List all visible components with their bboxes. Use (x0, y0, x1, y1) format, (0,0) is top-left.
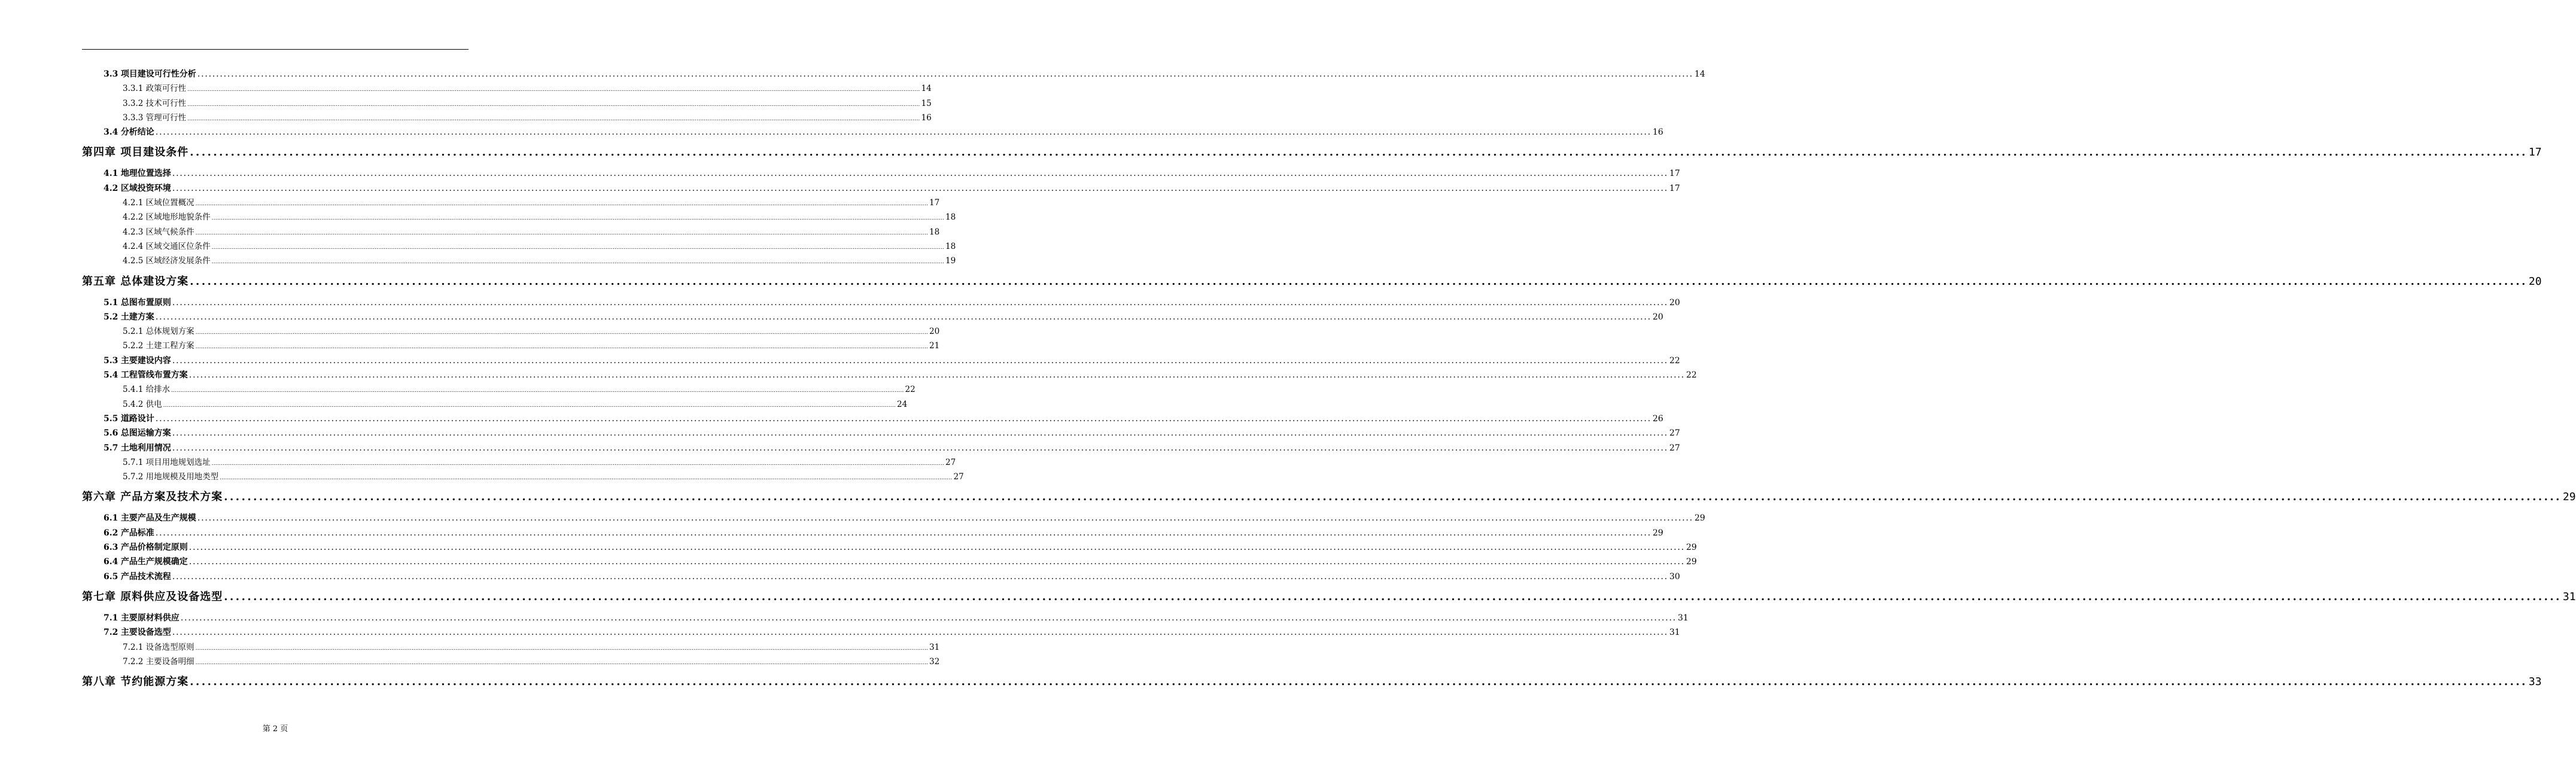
toc-dot-leader: ................................................................................................................................................................................................................................................................................................................................................................................................................ (155, 312, 1652, 322)
toc-page-number: 14 (1694, 69, 1705, 79)
toc-entry-label (104, 441, 171, 455)
toc-entry-label (104, 67, 196, 81)
toc-page-number: 17 (1669, 183, 1680, 193)
toc-page-number: 27 (1669, 428, 1680, 439)
toc-entry-title: 主要设备明细 (145, 656, 194, 667)
page-footer: 第 2 页 (262, 725, 288, 734)
toc-entry-number: 3.3.3 (123, 112, 144, 123)
toc-dot-leader: ................................................................................................................................................................................................................................................................................................................................................................................................................ (172, 443, 1668, 453)
toc-entry-label (123, 397, 162, 412)
toc-entry-label (123, 81, 186, 96)
toc-page-number: 29 (2562, 491, 2576, 504)
toc-page-number: 18 (945, 241, 956, 251)
toc-section-entry[interactable] (82, 441, 1680, 455)
toc-entry-title: 给排水 (145, 385, 171, 395)
toc-entry-number: 6.2 (104, 528, 118, 538)
toc-page-number: 29 (1694, 513, 1705, 524)
toc-entry-label (123, 324, 194, 339)
toc-entry-number: 7.2.1 (123, 642, 144, 652)
toc-page-number: 17 (1669, 169, 1680, 179)
toc-entry-title: 分析结论 (120, 127, 154, 138)
toc-dot-leader: ................................................................................................................................................................................................................................................................................................................................................................................................................ (211, 215, 944, 222)
toc-dot-leader: ................................................................................................................................................................................................................................................................................................................................................................................................................ (197, 69, 1693, 79)
toc-entry-number: 4.1 (104, 169, 118, 179)
toc-page-number: 20 (1652, 312, 1663, 322)
toc-page-number: 22 (1669, 355, 1680, 366)
toc-dot-leader: ................................................................................................................................................................................................................................................................................................................................................................................................................ (172, 297, 1668, 308)
toc-entry-label (104, 310, 154, 324)
toc-entry-title: 总图运输方案 (120, 428, 171, 439)
toc-page-number: 27 (1669, 443, 1680, 453)
toc-entry-title: 第四章 项目建设条件 (82, 146, 189, 159)
toc-section-entry[interactable] (82, 310, 1663, 324)
toc-chapter-entry[interactable] (82, 491, 2576, 504)
toc-subsection-entry[interactable] (82, 196, 940, 210)
toc-entry-number: 5.3 (104, 355, 118, 366)
toc-entry-title: 产品价格制定原则 (120, 543, 188, 553)
toc-entry-title: 总图布置原则 (120, 297, 171, 308)
toc-entry-number: 4.2 (104, 183, 118, 193)
toc-dot-leader: ................................................................................................................................................................................................................................................................................................................................................................................................................ (171, 388, 904, 394)
toc-section-entry[interactable] (82, 166, 1680, 181)
toc-entry-title: 用地规模及用地类型 (145, 472, 219, 482)
toc-page-number: 29 (1652, 528, 1663, 538)
toc-entry-number: 4.2.4 (123, 241, 144, 251)
toc-section-entry[interactable] (82, 296, 1680, 310)
toc-section-entry[interactable] (82, 426, 1680, 440)
toc-entry-label (104, 611, 180, 625)
toc-entry-label (104, 526, 154, 540)
toc-section-entry[interactable] (82, 555, 1697, 569)
toc-entry-label (123, 382, 170, 397)
toc-entry-label (123, 111, 186, 125)
toc-dot-leader: ................................................................................................................................................................................................................................................................................................................................................................................................................ (195, 201, 928, 208)
toc-entry-label (104, 296, 171, 310)
toc-dot-leader: ................................................................................................................................................................................................................................................................................................................................................................................................................ (155, 528, 1652, 538)
toc-subsection-entry[interactable] (82, 470, 964, 484)
toc-entry-title: 第六章 产品方案及技术方案 (82, 491, 223, 504)
toc-entry-number: 5.5 (104, 413, 118, 424)
toc-entry-number: 7.2.2 (123, 656, 144, 667)
toc-entry-number: 7.1 (104, 613, 118, 623)
toc-entry-number: 3.3.1 (123, 84, 144, 94)
toc-entry-title: 供电 (145, 399, 162, 409)
toc-subsection-entry[interactable] (82, 397, 908, 412)
toc-entry-label (104, 181, 171, 196)
toc-entry-title: 主要原材料供应 (120, 613, 180, 623)
toc-dot-leader: ................................................................................................................................................................................................................................................................................................................................................................................................................ (163, 402, 896, 409)
toc-entry-number: 5.2 (104, 312, 118, 322)
toc-entry-title: 区域位置概况 (145, 198, 194, 208)
toc-dot-leader: ................................................................................................................................................................................................................................................................................................................................................................................................................ (188, 557, 1685, 567)
toc-page-number: 22 (905, 385, 916, 395)
toc-subsection-entry[interactable] (82, 382, 916, 397)
toc-entry-number: 3.4 (104, 127, 118, 138)
toc-page-number: 31 (2562, 590, 2576, 603)
toc-page-number: 21 (929, 341, 940, 351)
toc-dot-leader: ................................................................................................................................................................................................................................................................................................................................................................................................................ (172, 428, 1668, 439)
toc-subsection-entry[interactable] (82, 81, 932, 96)
toc-entry-title: 主要建设内容 (120, 355, 171, 366)
toc-dot-leader: ................................................................................................................................................................................................................................................................................................................................................................................................................ (172, 169, 1668, 179)
toc-entry-label (104, 511, 196, 525)
toc-subsection-entry[interactable] (82, 225, 940, 239)
toc-dot-leader: ................................................................................................................................................................................................................................................................................................................................................................................................................ (224, 590, 2562, 603)
toc-entry-title: 区域投资环境 (120, 183, 171, 193)
toc-entry-label (104, 570, 171, 584)
toc-dot-leader: ................................................................................................................................................................................................................................................................................................................................................................................................................ (188, 543, 1685, 553)
toc-page-number: 24 (897, 399, 908, 409)
toc-dot-leader: ................................................................................................................................................................................................................................................................................................................................................................................................................ (195, 330, 928, 336)
toc-entry-number: 6.5 (104, 571, 118, 582)
toc-entry-title: 政策可行性 (145, 84, 187, 94)
toc-entry-label (123, 96, 186, 111)
toc-entry-label (123, 640, 194, 655)
toc-dot-leader: ................................................................................................................................................................................................................................................................................................................................................................................................................ (172, 571, 1668, 582)
toc-page-number: 20 (929, 327, 940, 337)
toc-entry-label (123, 196, 194, 210)
toc-entry-label (104, 368, 188, 382)
toc-entry-label (104, 540, 188, 555)
toc-section-entry[interactable] (82, 181, 1680, 196)
toc-section-entry[interactable] (82, 354, 1680, 368)
toc-dot-leader: ................................................................................................................................................................................................................................................................................................................................................................................................................ (211, 259, 944, 266)
toc-entry-title: 地理位置选择 (120, 169, 171, 179)
toc-page-number: 20 (1669, 297, 1680, 308)
toc-subsection-entry[interactable] (82, 339, 940, 353)
toc-page-number: 16 (1652, 127, 1663, 138)
toc-entry-number: 5.4.2 (123, 399, 144, 409)
toc-entry-label (123, 339, 194, 353)
toc-subsection-entry[interactable] (82, 254, 956, 268)
toc-entry-title: 工程管线布置方案 (120, 370, 188, 381)
toc-entry-label (123, 655, 194, 669)
toc-dot-leader: ................................................................................................................................................................................................................................................................................................................................................................................................................ (195, 645, 928, 652)
toc-page-number: 27 (953, 472, 964, 482)
toc-dot-leader: ................................................................................................................................................................................................................................................................................................................................................................................................................ (195, 344, 928, 351)
toc-entry-number: 4.2.2 (123, 212, 144, 223)
toc-entry-label (123, 239, 211, 254)
toc-entry-title: 第七章 原料供应及设备选型 (82, 590, 223, 603)
toc-section-entry[interactable] (82, 526, 1663, 540)
toc-chapter-entry[interactable] (82, 275, 2542, 288)
toc-page-number: 19 (945, 256, 956, 266)
toc-entry-title: 技术可行性 (145, 98, 187, 108)
toc-entry-title: 设备选型原则 (145, 642, 194, 652)
toc-page-number: 30 (1669, 571, 1680, 582)
toc-entry-number: 5.2.2 (123, 341, 144, 351)
toc-page-number: 29 (1686, 557, 1697, 567)
toc-entry-label (104, 625, 171, 640)
toc-entry-number: 7.2 (104, 628, 118, 638)
toc-entry-title: 项目建设可行性分析 (120, 69, 196, 79)
toc-entry-number: 5.7.2 (123, 472, 144, 482)
toc-dot-leader: ................................................................................................................................................................................................................................................................................................................................................................................................................ (155, 127, 1652, 138)
toc-section-entry[interactable] (82, 570, 1680, 584)
toc-dot-leader: ................................................................................................................................................................................................................................................................................................................................................................................................................ (180, 613, 1677, 623)
toc-page-number: 17 (929, 198, 940, 208)
toc-page-number: 31 (1669, 628, 1680, 638)
toc-dot-leader: ................................................................................................................................................................................................................................................................................................................................................................................................................ (172, 628, 1668, 638)
toc-entry-label (104, 555, 188, 569)
toc-dot-leader: ................................................................................................................................................................................................................................................................................................................................................................................................................ (187, 115, 920, 122)
toc-entry-title: 土建工程方案 (145, 341, 194, 351)
toc-entry-label (82, 146, 188, 159)
toc-dot-leader: ................................................................................................................................................................................................................................................................................................................................................................................................................ (220, 475, 953, 482)
toc-entry-title: 主要产品及生产规模 (120, 513, 196, 524)
toc-subsection-entry[interactable] (82, 640, 940, 655)
toc-dot-leader: ................................................................................................................................................................................................................................................................................................................................................................................................................ (188, 370, 1685, 381)
toc-page-number: 22 (1686, 370, 1697, 381)
toc-entry-title: 第八章 节约能源方案 (82, 675, 189, 689)
toc-chapter-entry[interactable] (82, 146, 2542, 159)
toc-subsection-entry[interactable] (82, 96, 932, 111)
toc-dot-leader: ................................................................................................................................................................................................................................................................................................................................................................................................................ (211, 244, 944, 251)
toc-page-number: 29 (1686, 543, 1697, 553)
toc-dot-leader: ................................................................................................................................................................................................................................................................................................................................................................................................................ (195, 659, 928, 666)
toc-subsection-entry[interactable] (82, 111, 932, 125)
toc-dot-leader: ................................................................................................................................................................................................................................................................................................................................................................................................................ (172, 355, 1668, 366)
toc-entry-number: 6.4 (104, 557, 118, 567)
toc-entry-label (123, 254, 211, 268)
toc-page-number: 18 (929, 227, 940, 237)
toc-dot-leader: ................................................................................................................................................................................................................................................................................................................................................................................................................ (155, 413, 1652, 424)
toc-entry-label (123, 225, 194, 239)
toc-dot-leader: ................................................................................................................................................................................................................................................................................................................................................................................................................ (224, 491, 2562, 504)
toc-entry-number: 4.2.1 (123, 198, 144, 208)
toc-dot-leader: ................................................................................................................................................................................................................................................................................................................................................................................................................ (190, 275, 2528, 288)
toc-dot-leader: ................................................................................................................................................................................................................................................................................................................................................................................................................ (187, 101, 920, 108)
toc-entry-title: 产品标准 (120, 528, 154, 538)
toc-entry-number: 5.2.1 (123, 327, 144, 337)
toc-entry-title: 区域地形地貌条件 (145, 212, 211, 223)
toc-entry-number: 5.7.1 (123, 457, 144, 467)
toc-page-number: 16 (921, 112, 932, 123)
toc-section-entry[interactable] (82, 368, 1697, 382)
table-of-contents (82, 67, 2576, 696)
toc-page-number: 17 (2528, 146, 2542, 159)
toc-section-entry[interactable] (82, 511, 1705, 525)
header-rule (82, 49, 469, 50)
toc-dot-leader: ................................................................................................................................................................................................................................................................................................................................................................................................................ (211, 460, 944, 467)
toc-page-number: 31 (929, 642, 940, 652)
toc-section-entry[interactable] (82, 67, 1705, 81)
toc-section-entry[interactable] (82, 540, 1697, 555)
toc-dot-leader: ................................................................................................................................................................................................................................................................................................................................................................................................................ (195, 230, 928, 236)
toc-entry-number: 3.3 (104, 69, 118, 79)
toc-entry-number: 5.7 (104, 443, 118, 453)
toc-entry-title: 道路设计 (120, 413, 154, 424)
toc-entry-number: 5.4 (104, 370, 118, 381)
toc-page-number: 18 (945, 212, 956, 223)
toc-entry-title: 项目用地规划选址 (145, 457, 211, 467)
toc-page-number: 32 (929, 656, 940, 667)
toc-entry-label (82, 675, 188, 689)
toc-page-number: 15 (921, 98, 932, 108)
toc-subsection-entry[interactable] (82, 455, 956, 470)
toc-page-number: 31 (1677, 613, 1689, 623)
toc-entry-number: 5.6 (104, 428, 118, 439)
toc-entry-title: 区域经济发展条件 (145, 256, 211, 266)
toc-page-number: 14 (921, 84, 932, 94)
toc-dot-leader: ................................................................................................................................................................................................................................................................................................................................................................................................................ (187, 87, 920, 93)
toc-chapter-entry[interactable] (82, 675, 2542, 689)
toc-entry-label (104, 412, 154, 426)
toc-entry-title: 总体规划方案 (145, 327, 194, 337)
toc-entry-title: 产品生产规模确定 (120, 557, 188, 567)
toc-page-number: 20 (2528, 275, 2542, 288)
toc-entry-number: 4.2.5 (123, 256, 144, 266)
toc-dot-leader: ................................................................................................................................................................................................................................................................................................................................................................................................................ (172, 183, 1668, 193)
toc-entry-label (82, 591, 223, 604)
toc-section-entry[interactable] (82, 412, 1663, 426)
toc-subsection-entry[interactable] (82, 655, 940, 669)
toc-entry-title: 土地利用情况 (120, 443, 171, 453)
toc-section-entry[interactable] (82, 611, 1689, 625)
toc-entry-label (123, 455, 211, 470)
toc-entry-label (104, 166, 171, 181)
toc-dot-leader: ................................................................................................................................................................................................................................................................................................................................................................................................................ (197, 513, 1693, 524)
toc-entry-label (123, 470, 218, 484)
toc-entry-label (82, 275, 188, 288)
toc-section-entry[interactable] (82, 625, 1680, 640)
toc-entry-title: 区域交通区位条件 (145, 241, 211, 251)
toc-entry-title: 第五章 总体建设方案 (82, 275, 189, 288)
toc-subsection-entry[interactable] (82, 239, 956, 254)
toc-dot-leader: ................................................................................................................................................................................................................................................................................................................................................................................................................ (190, 146, 2528, 159)
toc-subsection-entry[interactable] (82, 324, 940, 339)
toc-entry-title: 区域气候条件 (145, 227, 194, 237)
toc-entry-number: 5.1 (104, 297, 118, 308)
toc-entry-number: 6.3 (104, 543, 118, 553)
toc-entry-number: 4.2.3 (123, 227, 144, 237)
toc-entry-label (82, 491, 223, 504)
toc-entry-number: 3.3.2 (123, 98, 144, 108)
toc-section-entry[interactable] (82, 125, 1663, 139)
toc-page-number: 33 (2528, 675, 2542, 689)
toc-page-number: 26 (1652, 413, 1663, 424)
toc-entry-label (104, 125, 154, 139)
toc-dot-leader: ................................................................................................................................................................................................................................................................................................................................................................................................................ (190, 675, 2528, 689)
toc-entry-number: 6.1 (104, 513, 118, 524)
toc-entry-number: 5.4.1 (123, 385, 144, 395)
toc-entry-label (104, 426, 171, 440)
toc-entry-title: 主要设备选型 (120, 628, 171, 638)
toc-entry-title: 土建方案 (120, 312, 154, 322)
toc-entry-label (104, 354, 171, 368)
toc-chapter-entry[interactable] (82, 590, 2576, 604)
toc-entry-label (123, 210, 211, 224)
toc-subsection-entry[interactable] (82, 210, 956, 224)
toc-entry-title: 管理可行性 (145, 112, 187, 123)
toc-page-number: 27 (945, 457, 956, 467)
toc-entry-title: 产品技术流程 (120, 571, 171, 582)
